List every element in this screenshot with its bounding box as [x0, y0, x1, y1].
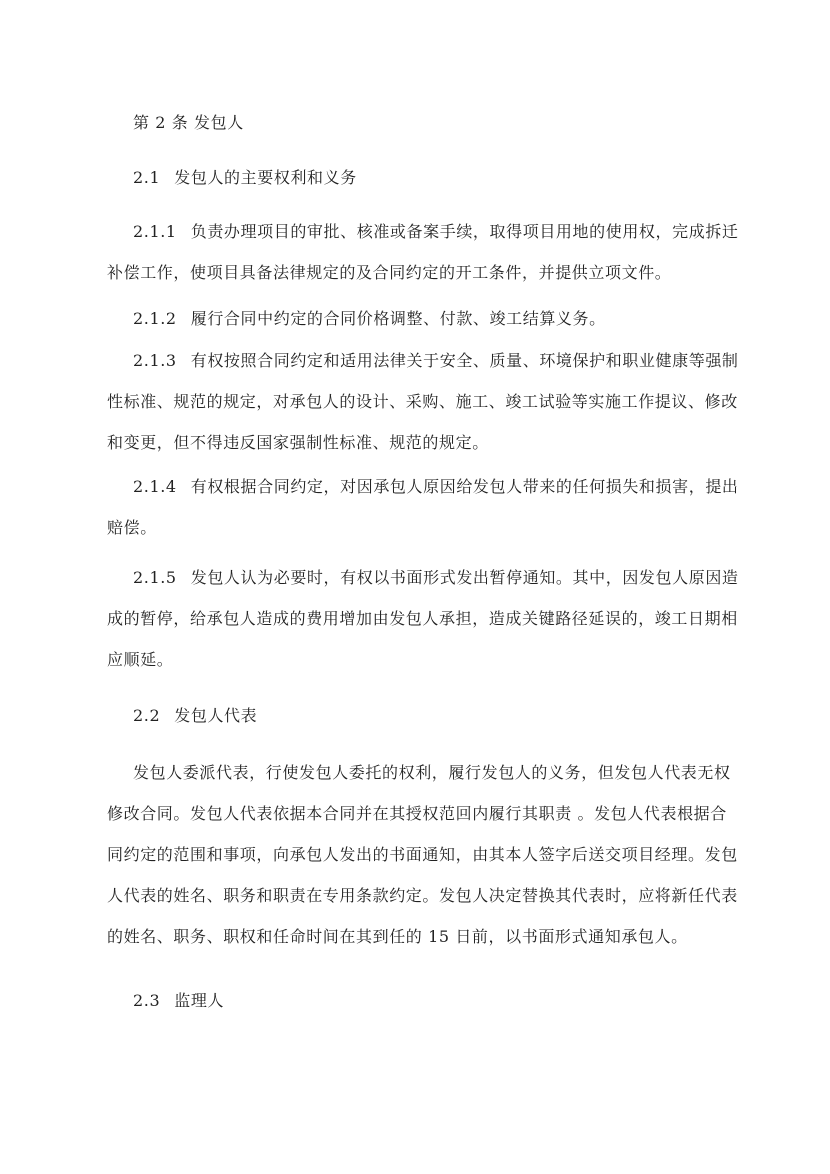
section-number: 2.1 [133, 168, 161, 187]
clause-line: 性标准、规范的规定，对承包人的设计、采购、施工、竣工试验等实施工作提议、修改 [107, 392, 738, 411]
clause-line: 发包人认为必要时，有权以书面形式发出暂停通知。其中，因发包人原因造 [190, 568, 739, 587]
body-line: 修改合同。发包人代表依据本合同并在其授权范回内履行其职责 。发包人代表根据合 [107, 804, 727, 823]
clause-line: 有权按照合同约定和适用法律关于安全、质量、环境保护和职业健康等强制 [190, 351, 739, 370]
clause-2-1-5 [107, 557, 739, 680]
section-number: 2.3 [133, 991, 161, 1010]
clause-line: 成的暂停，给承包人造成的费用增加由发包人承担，造成关键路径延误的，竣工日期相 [107, 609, 738, 628]
clause-line: 补偿工作，使项目具备法律规定的及合同约定的开工条件，并提供立项文件。 [107, 263, 672, 282]
section-heading-2-3 [107, 980, 727, 1021]
section-heading-2-1 [107, 157, 727, 198]
clause-line: 赔偿。 [107, 518, 157, 537]
clause-2-1-2 [107, 298, 727, 339]
article-heading: 第 2 条 发包人 [133, 113, 244, 132]
clause-number: 2.1.5 [133, 568, 177, 587]
section-heading-2-2 [107, 695, 727, 736]
clause-2-1-4 [107, 466, 739, 548]
section-2-2-body [107, 752, 738, 957]
section-number: 2.2 [133, 706, 161, 725]
body-line: 的姓名、职务、职权和任命时间在其到任的 15 日前，以书面形式通知承包人。 [107, 927, 688, 946]
clause-number: 2.1.3 [133, 351, 177, 370]
section-title: 发包人的主要权利和义务 [174, 168, 357, 187]
clause-number: 2.1.2 [133, 309, 177, 328]
clause-2-1-1 [107, 211, 739, 293]
section-title: 监理人 [174, 991, 225, 1010]
clause-number: 2.1.4 [133, 477, 177, 496]
clause-2-1-3 [107, 340, 739, 463]
body-line: 人代表的姓名、职务和职责在专用条款约定。发包人决定替换其代表时，应将新任代表 [107, 886, 738, 905]
body-line: 发包人委派代表，行使发包人委托的权利，履行发包人的义务，但发包人代表无权 [133, 763, 731, 782]
clause-line: 和变更，但不得违反国家强制性标准、规范的规定。 [107, 433, 489, 452]
clause-line: 履行合同中约定的合同价格调整、付款、竣工结算义务。 [190, 309, 606, 328]
clause-line: 负责办理项目的审批、核准或备案手续，取得项目用地的使用权，完成拆迁 [190, 222, 739, 241]
clause-line: 有权根据合同约定，对因承包人原因给发包人带来的任何损失和损害，提出 [190, 477, 739, 496]
body-line: 同约定的范围和事项，向承包人发出的书面通知，由其本人签字后送交项目经理。发包 [107, 845, 738, 864]
clause-line: 应顺延。 [107, 650, 174, 669]
section-title: 发包人代表 [174, 706, 258, 725]
document-page [107, 102, 739, 1021]
clause-number: 2.1.1 [133, 222, 177, 241]
